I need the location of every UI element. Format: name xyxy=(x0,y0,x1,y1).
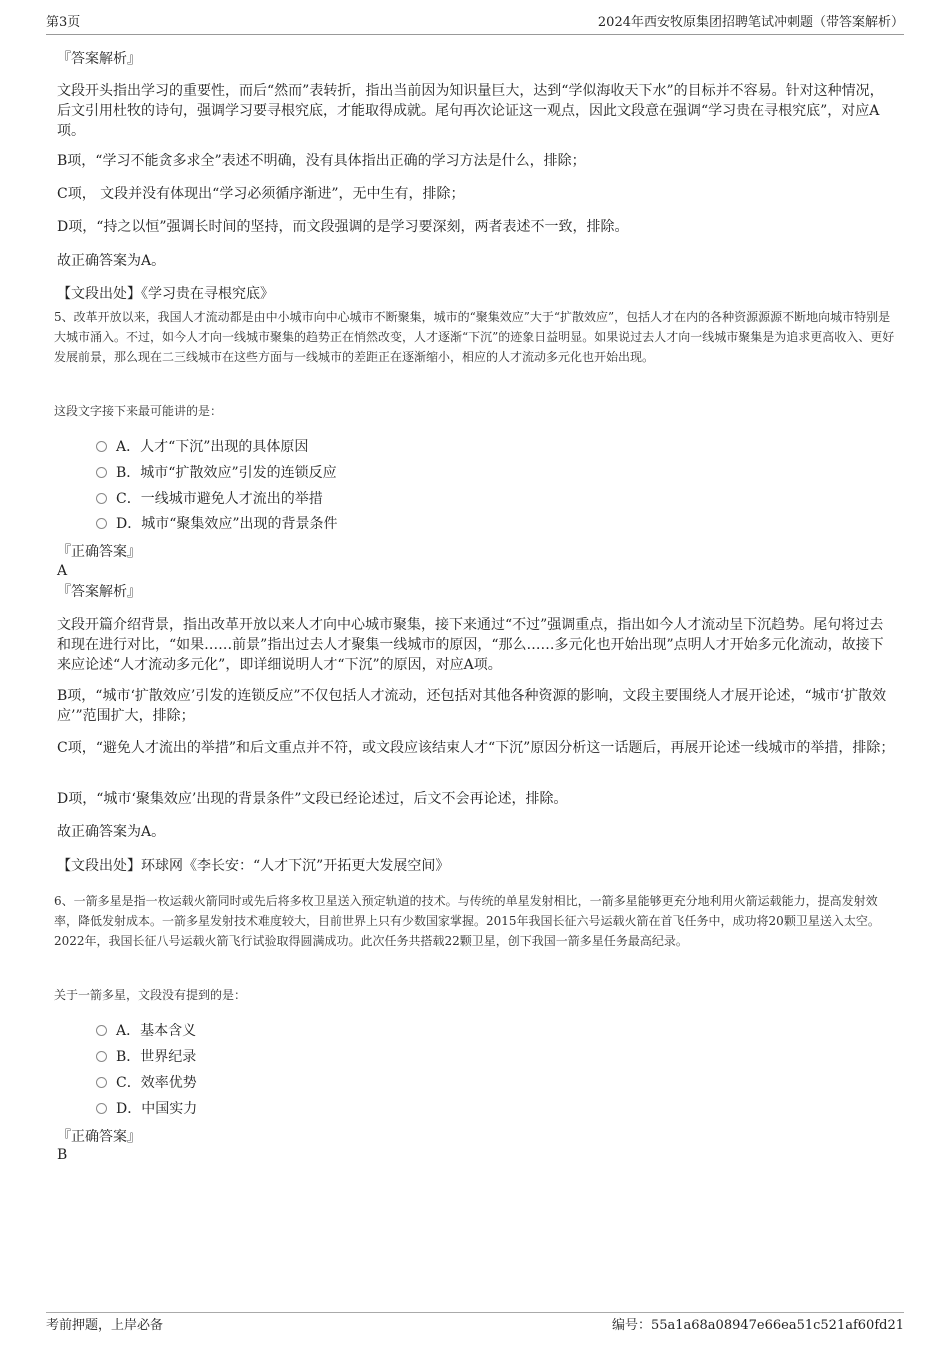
page-header xyxy=(46,14,904,35)
q4-analysis-paragraph: 文段开头指出学习的重要性，而后“然而”表转折，指出当前因为知识量巨大，达到“学似海收天下水”的目标并不容易。针对这种情况，后文引用杜牧的诗句，强调学习要寻根究底，才能取得成就。尾句再次论证这一观点，因此文段意在强调“学习贵在寻根究底”，对应A项。 xyxy=(57,83,884,139)
radio-icon[interactable] xyxy=(96,493,107,504)
radio-icon[interactable] xyxy=(96,518,107,529)
q6-stem: 6、一箭多星是指一枚运载火箭同时或先后将多枚卫星送入预定轨道的技术。与传统的单星发射相比，一箭多星能够更充分地利用火箭运载能力，提高发射效率，降低发射成本。一箭多星发射技术难度较大，目前世界上只有少数国家掌握。2015年我国长征六号运载火箭在首飞任务中，成功将20颗卫星送入太空。2022年，我国长征八号运载火箭飞行试验取得圆满成功。此次任务共搭载22颗卫星，创下我国一箭多星任务最高纪录。 xyxy=(54,894,880,948)
radio-icon[interactable] xyxy=(96,441,107,452)
page-footer xyxy=(46,1312,904,1337)
q6-question: 关于一箭多星，文段没有提到的是： xyxy=(54,988,247,1002)
radio-icon[interactable] xyxy=(96,467,107,478)
q6-answer-heading: 『正确答案』 xyxy=(57,1129,141,1145)
radio-icon[interactable] xyxy=(96,1077,107,1088)
q4-analysis-heading: 『答案解析』 xyxy=(57,51,141,67)
page-number: 第3页 xyxy=(46,15,81,30)
q5-analysis-option-b: B项，“城市‘扩散效应’引发的连锁反应”不仅包括人才流动，还包括对其他各种资源的影响，文段主要围绕人才展开论述，“城市‘扩散效应’”范围扩大，排除； xyxy=(57,688,887,724)
q5-option-d[interactable]: D．城市“聚集效应”出现的背景条件 xyxy=(96,514,338,534)
q4-source: 【文段出处】《学习贵在寻根究底》 xyxy=(57,286,274,302)
q5-option-c[interactable]: C．一线城市避免人才流出的举措 xyxy=(96,489,323,509)
q6-option-b[interactable]: B．世界纪录 xyxy=(96,1047,196,1067)
q4-analysis-option-b: B项，“学习不能贪多求全”表述不明确，没有具体指出正确的学习方法是什么，排除； xyxy=(57,153,586,169)
q5-analysis-option-c: C项，“避免人才流出的举措”和后文重点并不符，或文段应该结束人才“下沉”原因分析这一话题后，再展开论述一线城市的举措，排除； xyxy=(57,740,895,756)
radio-icon[interactable] xyxy=(96,1051,107,1062)
q6-option-a[interactable]: A．基本含义 xyxy=(96,1021,196,1041)
q6-option-d[interactable]: D．中国实力 xyxy=(96,1099,197,1119)
q4-analysis-option-c: C项， 文段并没有体现出“学习必须循序渐进”，无中生有，排除； xyxy=(57,186,465,202)
q5-option-b[interactable]: B．城市“扩散效应”引发的连锁反应 xyxy=(96,463,337,483)
q5-analysis-paragraph: 文段开篇介绍背景，指出改革开放以来人才向中心城市聚集，接下来通过“不过”强调重点，指出如今人才流动呈下沉趋势。尾句将过去和现在进行对比，“如果……前景”指出过去人才聚集一线城市的原因，“那么……多元化也开始出现”点明人才开始多元化流动，故接下来应论述“人才流动多元化”，即详细说明人才“下沉”的原因，对应A项。 xyxy=(57,617,884,673)
q5-analysis-option-d: D项，“城市‘聚集效应’出现的背景条件”文段已经论述过，后文不会再论述，排除。 xyxy=(57,791,568,807)
radio-icon[interactable] xyxy=(96,1103,107,1114)
footer-serial-number: 编号：55a1a68a08947e66ea51c521af60fd21 xyxy=(611,1318,904,1333)
q6-answer: B xyxy=(57,1147,68,1163)
footer-slogan: 考前押题，上岸必备 xyxy=(46,1318,164,1333)
q5-source: 【文段出处】环球网《李长安：“人才下沉”开拓更大发展空间》 xyxy=(57,858,450,874)
q5-option-a[interactable]: A．人才“下沉”出现的具体原因 xyxy=(96,437,308,457)
q5-conclusion: 故正确答案为A。 xyxy=(57,824,166,840)
q6-option-c[interactable]: C．效率优势 xyxy=(96,1073,197,1093)
q5-question: 这段文字接下来最可能讲的是： xyxy=(54,404,223,418)
q5-answer-heading: 『正确答案』 xyxy=(57,544,141,560)
radio-icon[interactable] xyxy=(96,1025,107,1036)
document-title: 2024年西安牧原集团招聘笔试冲刺题（带答案解析） xyxy=(597,15,904,30)
q4-analysis-option-d: D项，“持之以恒”强调长时间的坚持，而文段强调的是学习要深刻，两者表述不一致，排除。 xyxy=(57,219,629,235)
q5-answer: A xyxy=(57,563,68,579)
q5-stem: 5、改革开放以来，我国人才流动都是由中小城市向中心城市不断聚集，城市的“聚集效应”大于“扩散效应”，包括人才在内的各种资源源源不断地向城市特别是大城市涌入。不过，如今人才向一线城市聚集的趋势正在悄然改变，人才逐渐“下沉”的迹象日益明显。如果说过去人才向一线城市聚集是为追求更高收入、更好发展前景，那么现在二三线城市在这些方面与一线城市的差距正在逐渐缩小，相应的人才流动多元化也开始出现。 xyxy=(54,310,895,364)
q4-conclusion: 故正确答案为A。 xyxy=(57,253,166,269)
q5-analysis-heading: 『答案解析』 xyxy=(57,584,141,600)
